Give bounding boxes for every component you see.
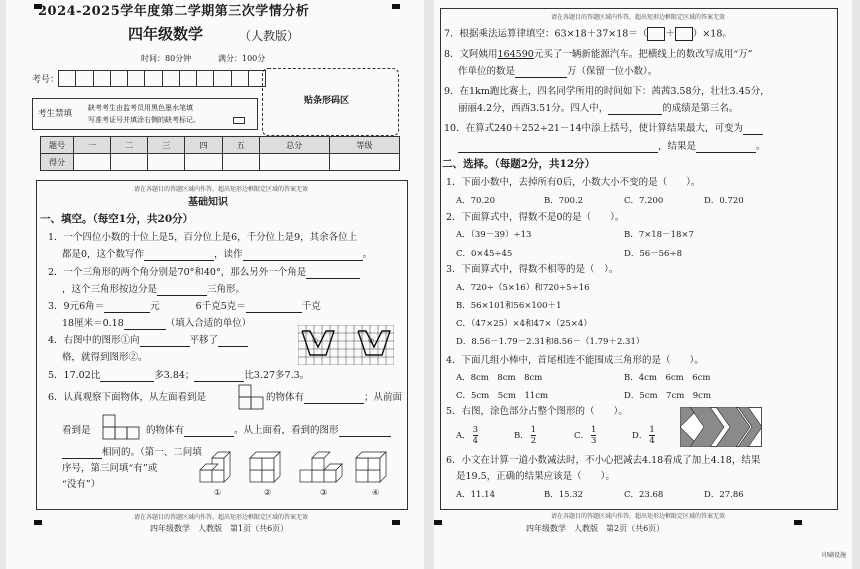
page-footer: 四年级数学 人教版 第1页（共6页） xyxy=(150,524,289,533)
c1-option-b[interactable]: B．700.2 xyxy=(544,196,584,206)
answer-blank[interactable] xyxy=(140,336,190,347)
answer-area-note: 请在各题目的答题区域内作答，超出矩形边框限定区域的答案无效 xyxy=(550,14,725,21)
exam-title: 2024-2025学年度第二学期第三次学情分析 xyxy=(38,4,310,19)
shape-label-4: ④ xyxy=(372,488,380,497)
c6-option-b[interactable]: B．15.32 xyxy=(544,490,584,500)
answer-blank[interactable] xyxy=(184,426,234,437)
corner-mark xyxy=(392,520,400,525)
answer-blank[interactable] xyxy=(696,142,756,153)
c3-option-a[interactable]: A．720÷（5×16）和720÷5÷16 xyxy=(456,283,590,293)
table-header-cell: 五 xyxy=(222,137,259,154)
answer-blank[interactable] xyxy=(144,250,214,261)
c2-option-b[interactable]: B．7×18－18×7 xyxy=(624,230,694,240)
shaded-figure xyxy=(680,407,762,447)
watermark: 印刷设施 xyxy=(822,552,847,559)
table-header-cell: 总分 xyxy=(259,137,329,154)
page-footer: 四年级数学 人教版 第2页（共6页） xyxy=(526,524,665,533)
front-view-shape xyxy=(102,414,142,440)
c4-option-c[interactable]: C．5cm 5cm 11cm xyxy=(456,391,549,401)
score-cell[interactable] xyxy=(222,154,259,171)
forbidden-note-line2: 写准考证号并填涂右侧的缺考标记。 xyxy=(88,116,200,124)
subject-title: 四年级数学 xyxy=(128,25,204,43)
score-cell[interactable] xyxy=(74,154,111,171)
q2-line2: ，这个三角形按边分是 三角形。 xyxy=(62,284,246,295)
table-header-cell: 四 xyxy=(185,137,222,154)
left-view-shape xyxy=(238,384,264,410)
q4-line1: 4．右图中的图形①向 平移了 xyxy=(48,335,248,347)
edition-label: （人教版） xyxy=(239,29,300,43)
q7-line: 7．根据乘法运算律填空：63×18＋37×18＝（ ＋ ）×18。 xyxy=(444,28,732,40)
c6-line2: 是19.5，正确的结果应该是（ ）。 xyxy=(456,471,615,482)
absent-mark-box[interactable] xyxy=(233,117,245,124)
answer-blank[interactable] xyxy=(100,371,154,382)
answer-blank[interactable] xyxy=(515,67,567,78)
answer-box[interactable] xyxy=(675,27,693,41)
corner-mark xyxy=(434,520,442,525)
score-table xyxy=(40,136,400,171)
table-header-cell: 三 xyxy=(148,137,185,154)
score-table-header xyxy=(41,137,400,154)
forbidden-note-line1: 缺考考生由监考员用黑色墨水笔填 xyxy=(88,104,193,112)
score-cell[interactable] xyxy=(185,154,222,171)
q8-line1: 8．文阿姨用164590元买了一辆新能源汽车。把横线上的数改写成用“万” xyxy=(444,49,753,60)
c1-option-d[interactable]: D．0.720 xyxy=(704,196,744,206)
q1-line1: 1．一个四位小数的十位上是5，百分位上是6，千分位上是9，其余各位上 xyxy=(48,232,358,243)
c3-option-c[interactable]: C．（47×25）×4和47×（25×4） xyxy=(456,319,592,329)
table-header-cell: 一 xyxy=(74,137,111,154)
c4-option-d[interactable]: D．5cm 7cm 9cm xyxy=(624,391,712,401)
table-row-label: 得分 xyxy=(41,154,74,171)
corner-mark xyxy=(794,520,802,525)
q6-line3: 相同的。（第一、二问填 xyxy=(62,447,202,459)
answer-box[interactable] xyxy=(647,27,665,41)
c1-option-a[interactable]: A．70.20 xyxy=(456,196,495,206)
q6-line5: “没有”） xyxy=(62,479,101,490)
answer-blank[interactable] xyxy=(743,124,763,135)
c3-option-b[interactable]: B．56×101和56×100＋1 xyxy=(456,301,562,311)
c2-option-a[interactable]: A．（39－39）÷13 xyxy=(456,230,532,240)
table-header-cell: 等级 xyxy=(329,137,399,154)
score-cell[interactable] xyxy=(329,154,399,171)
bottom-area-note: 请在各题目的答题区域内作答，超出矩形边框限定区域的答案无效 xyxy=(550,513,725,520)
c3-option-d[interactable]: D．8.56－1.79－2.31和8.56－（1.79＋2.31） xyxy=(456,337,645,347)
q6-line1: 6．认真观察下面物体，从左面看到是 xyxy=(48,392,207,403)
shape-label-1: ① xyxy=(214,488,222,497)
c5-question: 5．右图，涂色部分占整个图形的（ ）。 xyxy=(446,406,628,417)
c2-option-d[interactable]: D．56－56÷8 xyxy=(624,249,682,259)
svg-text:②: ② xyxy=(368,337,375,345)
translation-grid-figure xyxy=(298,325,394,365)
section-title: 基础知识 xyxy=(188,197,228,208)
page-1 xyxy=(6,0,424,569)
c1-question: 1．下面小数中，去掉所有0后，小数大小不变的是（ ）。 xyxy=(446,177,701,188)
c6-option-a[interactable]: A．11.14 xyxy=(456,490,495,500)
corner-mark xyxy=(34,520,42,525)
q9-line2: 丽丽4.2分，西西3.51分。四人中， 的成绩是第三名。 xyxy=(458,103,739,114)
answer-blank[interactable] xyxy=(157,285,207,296)
c1-option-c[interactable]: C．7.200 xyxy=(624,196,664,206)
answer-blank[interactable] xyxy=(608,104,662,115)
q8-line2: 作单位的数是 万（保留一位小数）。 xyxy=(458,66,658,77)
c5-option-d[interactable]: D． $\frac{1}{4}$ xyxy=(632,425,655,446)
answer-blank[interactable] xyxy=(339,426,391,437)
exam-number-boxes[interactable] xyxy=(58,70,266,87)
answer-blank[interactable] xyxy=(62,448,102,459)
q10-line2: ，结果是 。 xyxy=(458,141,766,153)
score-table-row xyxy=(41,154,400,171)
c5-option-c[interactable]: C． $\frac{1}{3}$ xyxy=(574,425,597,446)
c6-option-c[interactable]: C．23.68 xyxy=(624,490,664,500)
q6-line2a: 看到是 xyxy=(62,425,91,436)
c6-option-d[interactable]: D．27.86 xyxy=(704,490,744,500)
corner-mark xyxy=(392,4,400,9)
q6-line2b: 的物体有 。从上面看，看到的图形 xyxy=(146,425,391,437)
forbidden-label: 考生禁填 xyxy=(38,109,73,119)
answer-blank[interactable] xyxy=(104,302,150,313)
q6-line1b: 的物体有 ；从前面 xyxy=(266,392,403,403)
exam-time: 时间：80分钟 xyxy=(141,54,192,63)
bottom-area-note: 请在各题目的答题区域内作答，超出矩形边框限定区域的答案无效 xyxy=(133,514,308,521)
answer-area-note: 请在各题目的答题区域内作答，超出矩形边框限定区域的答案无效 xyxy=(133,186,308,193)
q6-line4: 序号，第三问填“有”或 xyxy=(62,463,158,474)
page-2 xyxy=(434,0,852,569)
c4-option-b[interactable]: B．4cm 6cm 6cm xyxy=(624,373,711,383)
table-header-cell: 二 xyxy=(111,137,148,154)
c2-option-c[interactable]: C．0×45÷45 xyxy=(456,249,513,259)
answer-blank[interactable] xyxy=(304,393,364,404)
shape-label-2: ② xyxy=(264,488,272,497)
score-cell[interactable] xyxy=(111,154,148,171)
part2-heading: 二、选择。（每题2分，共12分） xyxy=(442,158,596,170)
part1-heading: 一、填空。（每空1分，共20分） xyxy=(40,213,194,225)
c5-option-b[interactable]: B． $\frac{1}{2}$ xyxy=(514,425,537,446)
q5-line: 5．17.02比 多3.84； 比3.27多7.3。 xyxy=(48,370,310,381)
barcode-label: 贴条形码区 xyxy=(304,96,350,106)
c4-question: 4．下面几组小棒中，首尾相连不能围成三角形的是（ ）。 xyxy=(446,355,704,366)
answer-blank[interactable] xyxy=(124,319,166,330)
q3-line2: 18厘米＝0.18 （填入合适的单位） xyxy=(62,318,252,329)
q10-line1: 10．在算式240＋252÷21－14中添上括号，使计算结果最大，可变为 xyxy=(444,123,763,135)
c3-question: 3．下面算式中，得数不相等的是（ ）。 xyxy=(446,264,619,275)
q3-line1: 3．9元6角＝ 元 6千克5克＝ 千克 xyxy=(48,301,321,312)
q9-line1: 9．在1km跑比赛上，四名同学所用的时间如下：茜茜3.58分，壮壮3.45分， xyxy=(444,86,770,97)
score-cell[interactable] xyxy=(148,154,185,171)
score-cell[interactable] xyxy=(259,154,329,171)
c6-line1: 6．小文在计算一道小数减法时，不小心把减去4.18看成了加上4.18，结果 xyxy=(446,455,761,466)
answer-blank[interactable] xyxy=(243,250,363,261)
exam-full-score: 满分：100分 xyxy=(218,54,266,63)
cube-solids-figure xyxy=(196,440,396,490)
answer-blank[interactable] xyxy=(306,268,360,279)
c5-option-a[interactable]: A． $\frac{3}{4}$ xyxy=(456,425,479,446)
answer-blank[interactable] xyxy=(194,371,244,382)
table-header-cell: 题号 xyxy=(41,137,74,154)
answer-blank[interactable] xyxy=(458,142,658,153)
c4-option-a[interactable]: A．8cm 8cm 8cm xyxy=(456,373,543,383)
answer-blank[interactable] xyxy=(246,302,302,313)
c2-question: 2．下面算式中，得数不是0的是（ ）。 xyxy=(446,212,625,223)
answer-blank[interactable] xyxy=(218,336,248,347)
q4-line2: 格，就得到图形②。 xyxy=(62,352,148,363)
svg-text:①: ① xyxy=(312,337,319,345)
q1-line2: 都是0，这个数写作 ，读作 。 xyxy=(62,249,373,260)
exam-number-label: 考号： xyxy=(32,75,60,85)
shape-label-3: ③ xyxy=(320,488,328,497)
q2-line1: 2．一个三角形的两个角分别是70°和40°，那么另外一个角是 xyxy=(48,267,360,279)
